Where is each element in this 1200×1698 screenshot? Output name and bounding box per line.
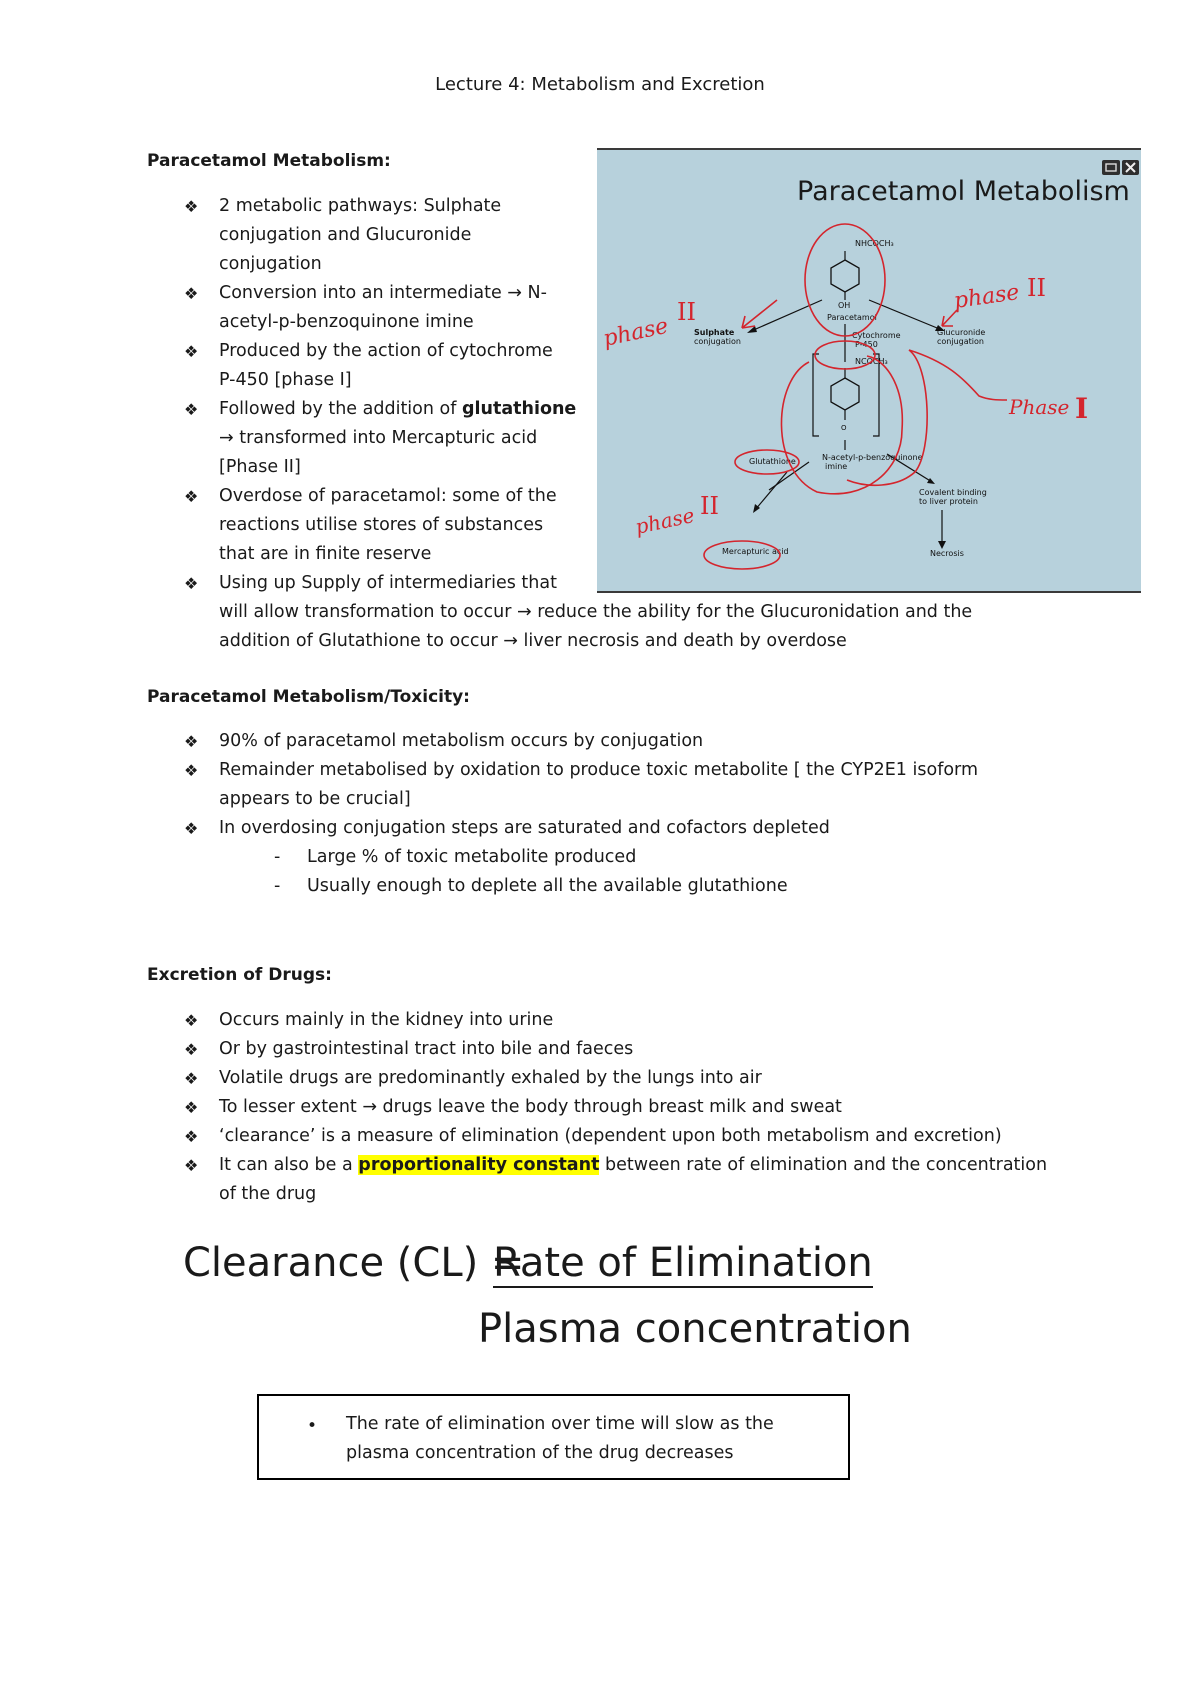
section-heading-metabolism: Paracetamol Metabolism:	[147, 151, 391, 171]
list-item: ❖ Produced by the action of cytochrome P-450 [phase I]	[147, 337, 1147, 395]
diamond-bullet-icon: ❖	[184, 197, 199, 216]
section-heading-toxicity: Paracetamol Metabolism/Toxicity:	[147, 687, 470, 707]
quinone-ring-icon	[831, 378, 859, 410]
svg-text:II: II	[1027, 274, 1046, 302]
glucuronide-label: Glucuronide	[937, 328, 986, 337]
section-heading-excretion: Excretion of Drugs:	[147, 965, 332, 985]
necrosis-label: Necrosis	[930, 549, 964, 558]
glutathione-label: Glutathione	[749, 457, 796, 466]
phase-label-middle: Phase	[1009, 395, 1070, 419]
highlighted-term: proportionality constant	[358, 1155, 600, 1175]
sulphate-label: Sulphate	[694, 328, 735, 337]
list-item: ❖ Overdose of paracetamol: some of the reactions utilise stores of substances that are in finite reserve	[147, 482, 1147, 569]
diamond-bullet-icon: ❖	[184, 1040, 199, 1059]
list-item: ❖ Remainder metabolised by oxidation to produce toxic metabolite [ the CYP2E1 isoform appears to be crucial]	[147, 756, 1147, 814]
dash-bullet: -	[274, 876, 281, 896]
svg-text:to liver protein: to liver protein	[919, 497, 978, 506]
list-item: ❖ To lesser extent → drugs leave the body through breast milk and sweat	[147, 1093, 1167, 1122]
note-box: • The rate of elimination over time will slow as the plasma concentration of the drug decreases	[257, 1394, 850, 1480]
list-item: ❖ Conversion into an intermediate → N- acetyl-p-benzoquinone imine	[147, 279, 1147, 337]
list-item: ❖ It can also be a proportionality constant between rate of elimination and the concentration of the drug	[147, 1151, 1167, 1209]
covalent-label: Covalent binding	[919, 488, 987, 497]
paracetamol-metabolism-figure	[597, 148, 1141, 593]
phase-label-bottom: phase	[633, 502, 697, 539]
list-item: - Large % of toxic metabolite produced	[147, 843, 1147, 872]
dash-bullet: -	[274, 847, 281, 867]
diamond-bullet-icon: ❖	[184, 342, 199, 361]
diamond-bullet-icon: ❖	[184, 487, 199, 506]
handwritten-annotations	[704, 224, 1007, 569]
svg-text:P-450: P-450	[855, 340, 878, 349]
diamond-bullet-icon: ❖	[184, 1069, 199, 1088]
mercapturic-label: Mercapturic acid	[722, 547, 789, 556]
list-item: ❖ ‘clearance’ is a measure of elimination (dependent upon both metabolism and excretion)	[147, 1122, 1167, 1151]
cytochrome-label: Cytochrome	[852, 331, 901, 340]
toxicity-bullets	[147, 727, 1147, 901]
svg-text:O: O	[841, 424, 847, 432]
clearance-equation-denominator: Plasma concentration	[478, 1306, 912, 1352]
diamond-bullet-icon: ❖	[184, 819, 199, 838]
resize-icon	[1102, 160, 1120, 175]
benzene-ring-icon	[831, 260, 859, 292]
diamond-bullet-icon: ❖	[184, 732, 199, 751]
list-item: ❖ Or by gastrointestinal tract into bile and faeces	[147, 1035, 1167, 1064]
window-controls	[1102, 160, 1139, 175]
list-item: ❖ Using up Supply of intermediaries that will allow transformation to occur → reduce the ability for the Glucuronidation and the addition of Glutathione to occur → liver necrosis and death by overdose	[147, 569, 1147, 656]
figure-title: Paracetamol Metabolism	[797, 176, 1130, 207]
list-item: ❖ Occurs mainly in the kidney into urine	[147, 1006, 1167, 1035]
paracetamol-label: Paracetamol	[827, 313, 877, 322]
list-item: ❖ Volatile drugs are predominantly exhaled by the lungs into air	[147, 1064, 1167, 1093]
list-item: ❖ In overdosing conjugation steps are saturated and cofactors depleted	[147, 814, 1147, 843]
diamond-bullet-icon: ❖	[184, 1156, 199, 1175]
clearance-equation-numerator: Rate of Elimination	[493, 1240, 873, 1286]
dot-bullet: •	[307, 1416, 318, 1436]
list-item: - Usually enough to deplete all the available glutathione	[147, 872, 1147, 901]
diamond-bullet-icon: ❖	[184, 574, 199, 593]
diamond-bullet-icon: ❖	[184, 1127, 199, 1146]
phase-label-left: phase	[601, 313, 671, 352]
list-item: ❖ Followed by the addition of glutathione → transformed into Mercapturic acid [Phase II]	[147, 395, 1147, 482]
svg-text:II: II	[700, 492, 719, 520]
diamond-bullet-icon: ❖	[184, 1011, 199, 1030]
clearance-equation-lhs: Clearance (CL) =	[183, 1240, 525, 1286]
diamond-bullet-icon: ❖	[184, 1098, 199, 1117]
list-item: ❖ 90% of paracetamol metabolism occurs by conjugation	[147, 727, 1147, 756]
svg-text:imine: imine	[825, 462, 848, 471]
diamond-bullet-icon: ❖	[184, 761, 199, 780]
phase-label-right: phase	[952, 280, 1021, 314]
svg-text:conjugation: conjugation	[694, 337, 741, 346]
page-title: Lecture 4: Metabolism and Excretion	[435, 74, 765, 95]
svg-text:I: I	[1075, 392, 1089, 425]
ncoch3-label: NCOCH₃	[855, 357, 888, 366]
list-item: ❖ 2 metabolic pathways: Sulphate conjugation and Glucuronide conjugation	[147, 192, 1147, 279]
oh-label: OH	[838, 301, 851, 310]
napqi-label: N-acetyl-p-benzoquinone	[822, 453, 923, 462]
excretion-bullets	[147, 1006, 1167, 1209]
diamond-bullet-icon: ❖	[184, 400, 199, 419]
svg-text:conjugation: conjugation	[937, 337, 984, 346]
nhcoch3-label: NHCOCH₃	[855, 239, 894, 248]
diamond-bullet-icon: ❖	[184, 284, 199, 303]
svg-text:II: II	[677, 298, 696, 326]
